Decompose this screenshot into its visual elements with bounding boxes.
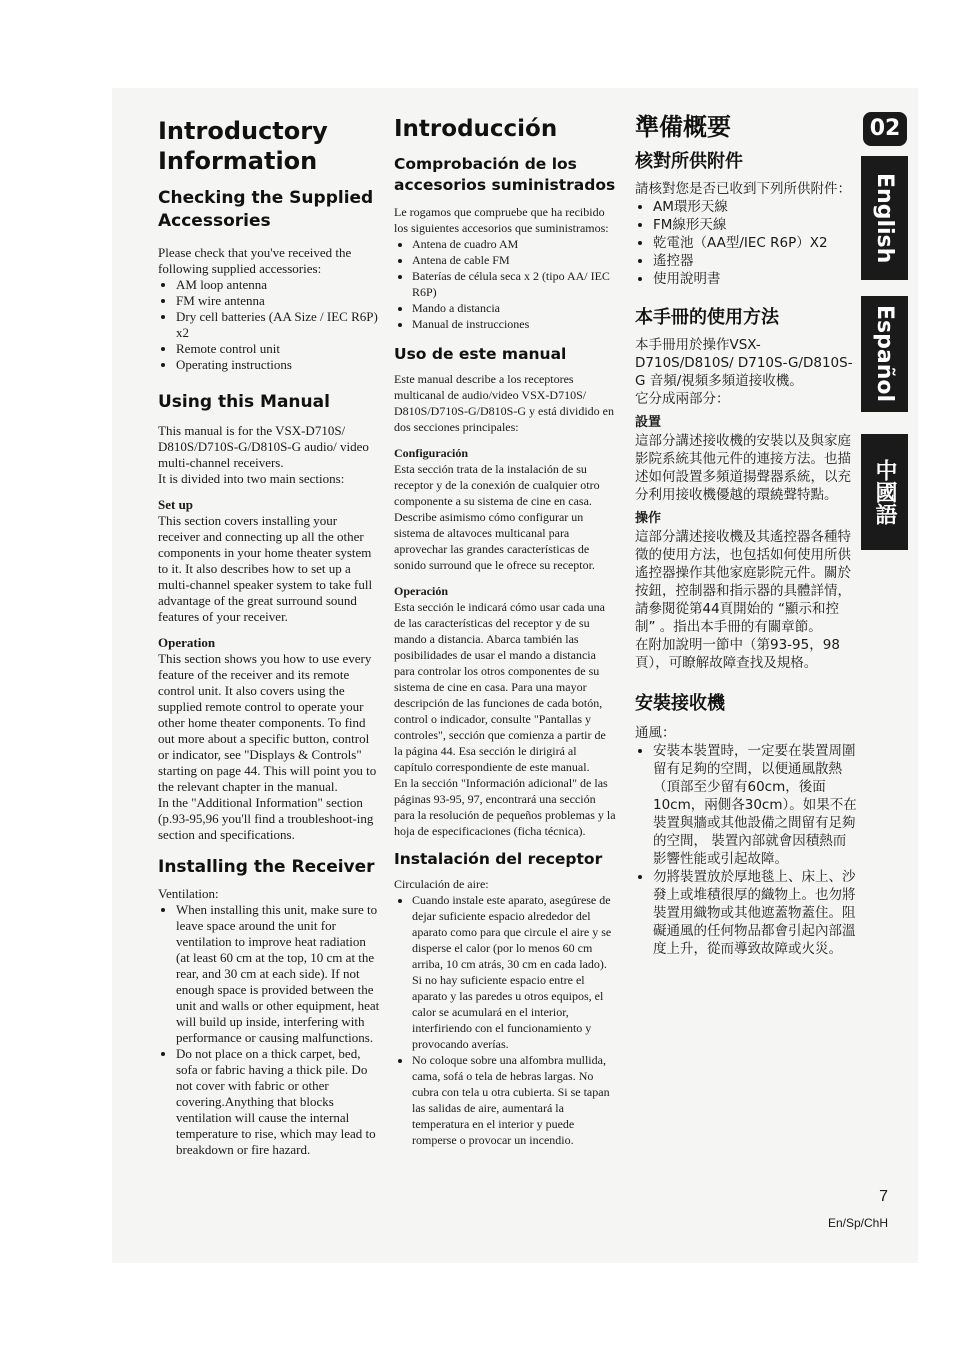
english-tab-label: English: [872, 172, 897, 264]
spanish-setup-body: Esta sección trata de la instalación de su receptor y de la conexión de cualquier otro componente a su sistema de cine en casa. Describe asimismo cómo configurar un sistema de altavoces multicanal para aprovechar las grandes características de sonido surround que le ofrece su receptor.: [394, 462, 600, 572]
chinese-manual-divided: 它分成兩部分：: [635, 391, 730, 407]
list-item: • 使用說明書: [653, 270, 857, 288]
spanish-checking-heading: Comprobación de los accesorios suministrados: [394, 155, 616, 194]
spanish-manual-heading: Uso de este manual: [394, 345, 567, 363]
spanish-checking-intro: Le rogamos que compruebe que ha recibido los siguientes accesorios que suministramos:: [394, 205, 609, 235]
ventilation-label: Ventilation:: [158, 886, 219, 901]
list-item: • AM loop antenna: [176, 277, 380, 293]
chinese-ventilation-label: 通風：: [635, 725, 676, 741]
list-item: • Cuando instale este aparato, asegúrese de dejar suficiente espacio alrededor del aparato como para que circule el aire y se disperse el calor (por lo menos 60 cm arriba, 10 cm atrás, 30 cm en cada lado). Si no hay suficiente espacio entre el aparato y las paredes u otros equipos, el calor se acumulará en el interior, interfiriendo con el funcionamiento y provocando averías.: [412, 892, 616, 1052]
page-title: Introductory Information: [158, 117, 328, 175]
manual-body: This manual is for the VSX-D710S/ D810S/D710S-G/D810S-G audio/ video multi-channel receivers.: [158, 423, 369, 470]
list-item: • Dry cell batteries (AA Size / IEC R6P) x2: [176, 309, 380, 341]
chinese-title: 準備概要: [635, 113, 731, 141]
espanol-tab: [861, 296, 908, 412]
list-item: • Manual de instrucciones: [412, 316, 616, 332]
chinese-manual-body: 本手冊用於操作VSX-D710S/D810S/ D710S-G/D810S-G 音頻/視頻多頻道接收機。: [635, 337, 853, 389]
chinese-operation-body: 這部分講述接收機及其遙控器各種特徵的使用方法，也包括如何使用所供遙控器操作其他家庭影院元件。關於按鈕，控制器和指示器的具體詳情，請參閱從第44頁開始的 “顯示和控制” 。指出本手冊的有關章節。: [635, 529, 851, 635]
operation-label: Operation: [158, 635, 216, 650]
spanish-operation-body: Esta sección le indicará cómo usar cada una de las características del receptor y de su mando a distancia. Abarca también las posibilidades de usar el mando a distancia para controlar los otros componentes de su sistema de cine en casa. Para una mayor descripción de las funciones de cada botón, control o indicador, consulte "Pantallas y controles", sección que comienza a partir de la página 44. Esa sección le dirigirá al capítulo correspondiente de este manual.: [394, 600, 606, 774]
english-column: [158, 112, 380, 1158]
list-item: • 勿將裝置放於厚地毯上、床上、沙發上或堆積很厚的織物上。也勿將裝置用織物或其他遮蓋物蓋住。阻礙通風的任何物品都會引起內部溫度上升，從而導致故障或火災。: [653, 868, 857, 958]
setup-body: This section covers installing your receiver and connecting up all the other components in your home theater system to it. It also describes how to set up a multi-channel speaker system to take full advantage of the great surround sound features of your receiver.: [158, 513, 373, 624]
list-item: • Baterías de célula seca x 2 (tipo AA/ IEC R6P): [412, 268, 616, 300]
checking-accessories-heading: Checking the Supplied Accessories: [158, 188, 374, 231]
spanish-install-heading: Instalación del receptor: [394, 850, 603, 868]
accessories-list: [158, 277, 380, 373]
list-item: • AM環形天線: [653, 198, 857, 216]
spanish-column: [394, 112, 616, 1148]
spanish-operation-additional: En la sección "Información adicional" de las páginas 93-95, 97, encontrará una sección para la resolución de pequeños problemas y la hoja de especificaciones (ficha técnica).: [394, 776, 616, 838]
manual-divided: It is divided into two main sections:: [158, 471, 345, 486]
list-item: • Antena de cable FM: [412, 252, 616, 268]
english-tab: [861, 156, 908, 280]
setup-label: Set up: [158, 497, 194, 512]
chinese-checking-intro: 請核對您是否已收到下列所供附件：: [635, 181, 851, 197]
spanish-manual-body: Este manual describe a los receptores multicanal de audio/video VSX-D710S/ D810S/D710S-G/D810S-G y está dividido en dos secciones principales:: [394, 372, 614, 434]
chinese-column: [635, 112, 857, 958]
list-item: • When installing this unit, make sure to leave space around the unit for ventilation to improve heat radiation (at least 60 cm at the top, 10 cm at the rear, and 30 cm at each side). If not enough space is provided between the unit and walls or other equipment, heat will build up inside, interfering with performance or causing malfunctions.: [176, 902, 380, 1046]
checking-intro: Please check that you've received the following supplied accessories:: [158, 245, 352, 276]
chinese-tab: [861, 434, 908, 550]
list-item: • Do not place on a thick carpet, bed, sofa or fabric having a thick pile. Do not cover with fabric or other covering.Anything that blocks ventilation will cause the internal temperature to rise, which may lead to breakdown or fire hazard.: [176, 1046, 380, 1158]
chinese-setup-label: 設置: [635, 415, 662, 430]
spanish-ventilation-label: Circulación de aire:: [394, 877, 489, 891]
chinese-operation-label: 操作: [635, 511, 662, 526]
operation-body: This section shows you how to use every feature of the receiver and its remote control unit. It also covers using the supplied remote control to operate your other home theater components. To find out more about a specific button, control or indicator, see "Displays & Controls" starting on page 44. This will point you to the relevant chapter in the manual.: [158, 651, 377, 794]
spanish-title: Introducción: [394, 116, 558, 142]
list-item: • FM wire antenna: [176, 293, 380, 309]
list-item: • Operating instructions: [176, 357, 380, 373]
spanish-accessories-list: [394, 236, 616, 332]
list-item: • FM線形天線: [653, 216, 857, 234]
chinese-install-heading: 安裝接收機: [635, 693, 725, 714]
chinese-accessories-list: [635, 198, 857, 288]
list-item: • Remote control unit: [176, 341, 380, 357]
chinese-setup-body: 這部分講述接收機的安裝以及與家庭影院系統其他元件的連接方法。也描述如何設置多頻道揚聲器系統，以充分利用接收機優越的環繞聲特點。: [635, 433, 851, 503]
list-item: • Mando a distancia: [412, 300, 616, 316]
list-item: • 安裝本裝置時，一定要在裝置周圍留有足夠的空間，以便通風散熱（頂部至少留有60cm，後面10cm，兩側各30cm）。如果不在裝置與牆或其他設備之間留有足夠的空間， 裝置內部就會因積熱而影響性能或引起故障。: [653, 742, 857, 868]
list-item: • Antena de cuadro AM: [412, 236, 616, 252]
chinese-tab-label: 中國語: [872, 459, 897, 525]
using-manual-heading: Using this Manual: [158, 392, 330, 412]
chinese-checking-heading: 核對所供附件: [635, 151, 743, 172]
chinese-manual-heading: 本手冊的使用方法: [635, 307, 779, 328]
installing-receiver-heading: Installing the Receiver: [158, 857, 375, 877]
list-item: • 乾電池（AA型/IEC R6P）X2: [653, 234, 857, 252]
list-item: • 遙控器: [653, 252, 857, 270]
spanish-operation-label: Operación: [394, 584, 448, 598]
install-list: [158, 902, 380, 1158]
espanol-tab-label: Español: [872, 305, 897, 403]
spanish-setup-label: Configuración: [394, 446, 469, 460]
page-number: 7: [879, 1188, 888, 1205]
list-item: • No coloque sobre una alfombra mullida, cama, sofá o tela de hebras largas. No cubra con tela u otra cubierta. Si se tapan las salidas de aire, aumentará la temperatura en el interior y puede romperse o provocar un incendio.: [412, 1052, 616, 1148]
operation-additional: In the "Additional Information" section (p.93-95,96 you'll find a troubleshoot-ing section and specifications.: [158, 795, 374, 842]
chapter-badge: 02: [863, 112, 907, 146]
spanish-install-list: [394, 892, 616, 1148]
language-code: En/Sp/ChH: [827, 1216, 888, 1230]
chinese-operation-additional: 在附加說明一節中（第93-95，98頁），可瞭解故障查找及規格。: [635, 637, 840, 671]
chinese-install-list: [635, 742, 857, 958]
